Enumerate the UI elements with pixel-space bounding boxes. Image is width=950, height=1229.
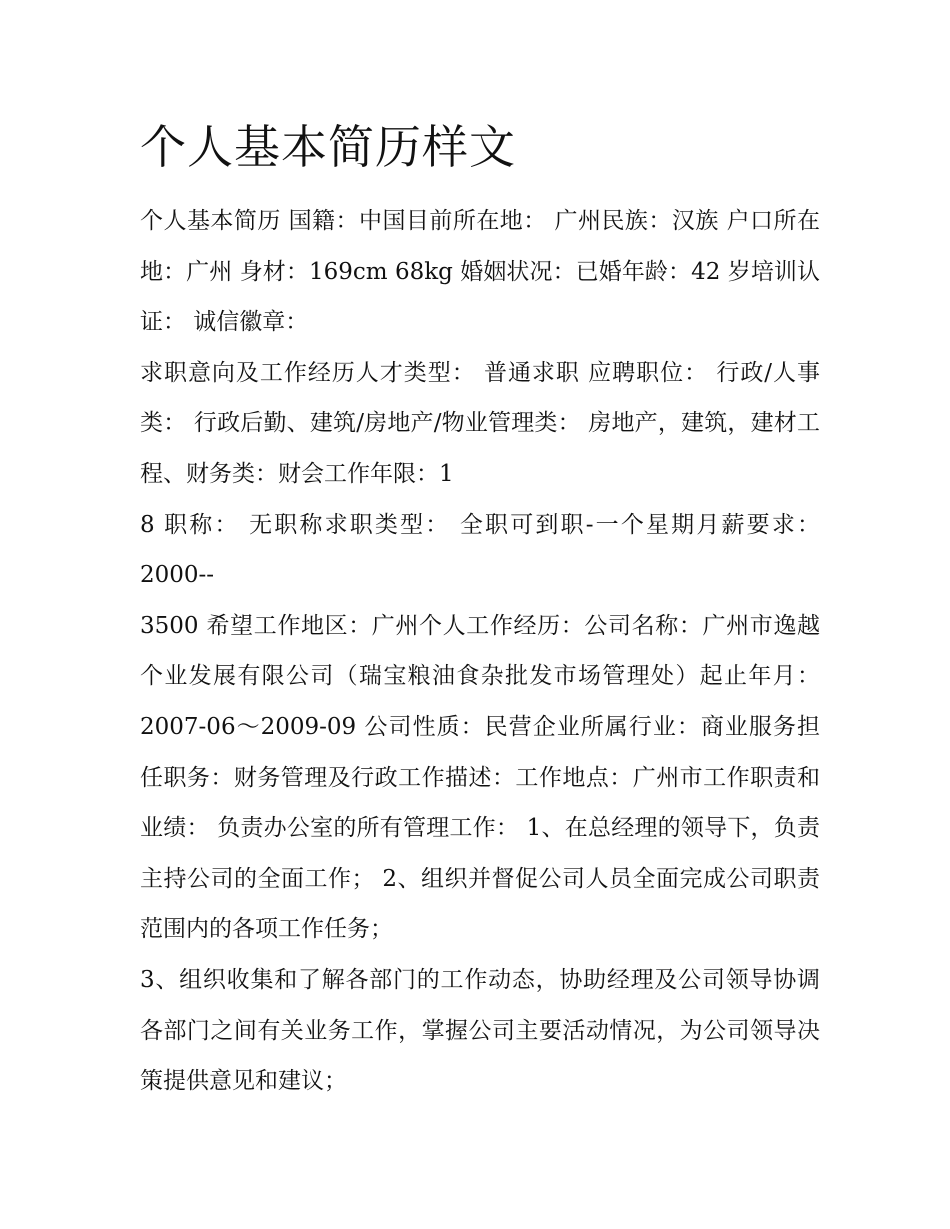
paragraph-job-type: 8 职称： 无职称求职类型： 全职可到职-一个星期月薪要求：2000-- — [140, 511, 820, 589]
document-title: 个人基本简历样文 — [140, 120, 516, 174]
document-page — [140, 112, 820, 1107]
paragraph-personal-info: 个人基本简历 国籍：中国目前所在地： 广州民族：汉族 户口所在地：广州 身材：169cm 68kg 婚姻状况：已婚年龄：42 岁培训认证： 诚信徽章： — [140, 208, 820, 336]
paragraph-work-experience: 3500 希望工作地区：广州个人工作经历：公司名称：广州市逸越个业发展有限公司（瑞宝粮油食杂批发市场管理处）起止年月：2007-06～2009-09 公司性质：民营企业所属行业：商业服务担任职务：财务管理及行政工作描述：工作地点：广州市工作职责和业绩： 负责办公室的所有管理工作： 1、在总经理的领导下，负责主持公司的全面工作； 2、组织并督促公司人员全面完成公司职责范围内的各项工作任务； — [140, 612, 820, 943]
paragraph-job-intent: 求职意向及工作经历人才类型： 普通求职 应聘职位： 行政/人事类： 行政后勤、建筑/房地产/物业管理类： 房地产，建筑，建材工程、财务类：财会工作年限：1 — [140, 359, 820, 487]
paragraph-duties: 3、组织收集和了解各部门的工作动态，协助经理及公司领导协调各部门之间有关业务工作，掌握公司主要活动情况，为公司领导决策提供意见和建议； — [140, 966, 820, 1095]
